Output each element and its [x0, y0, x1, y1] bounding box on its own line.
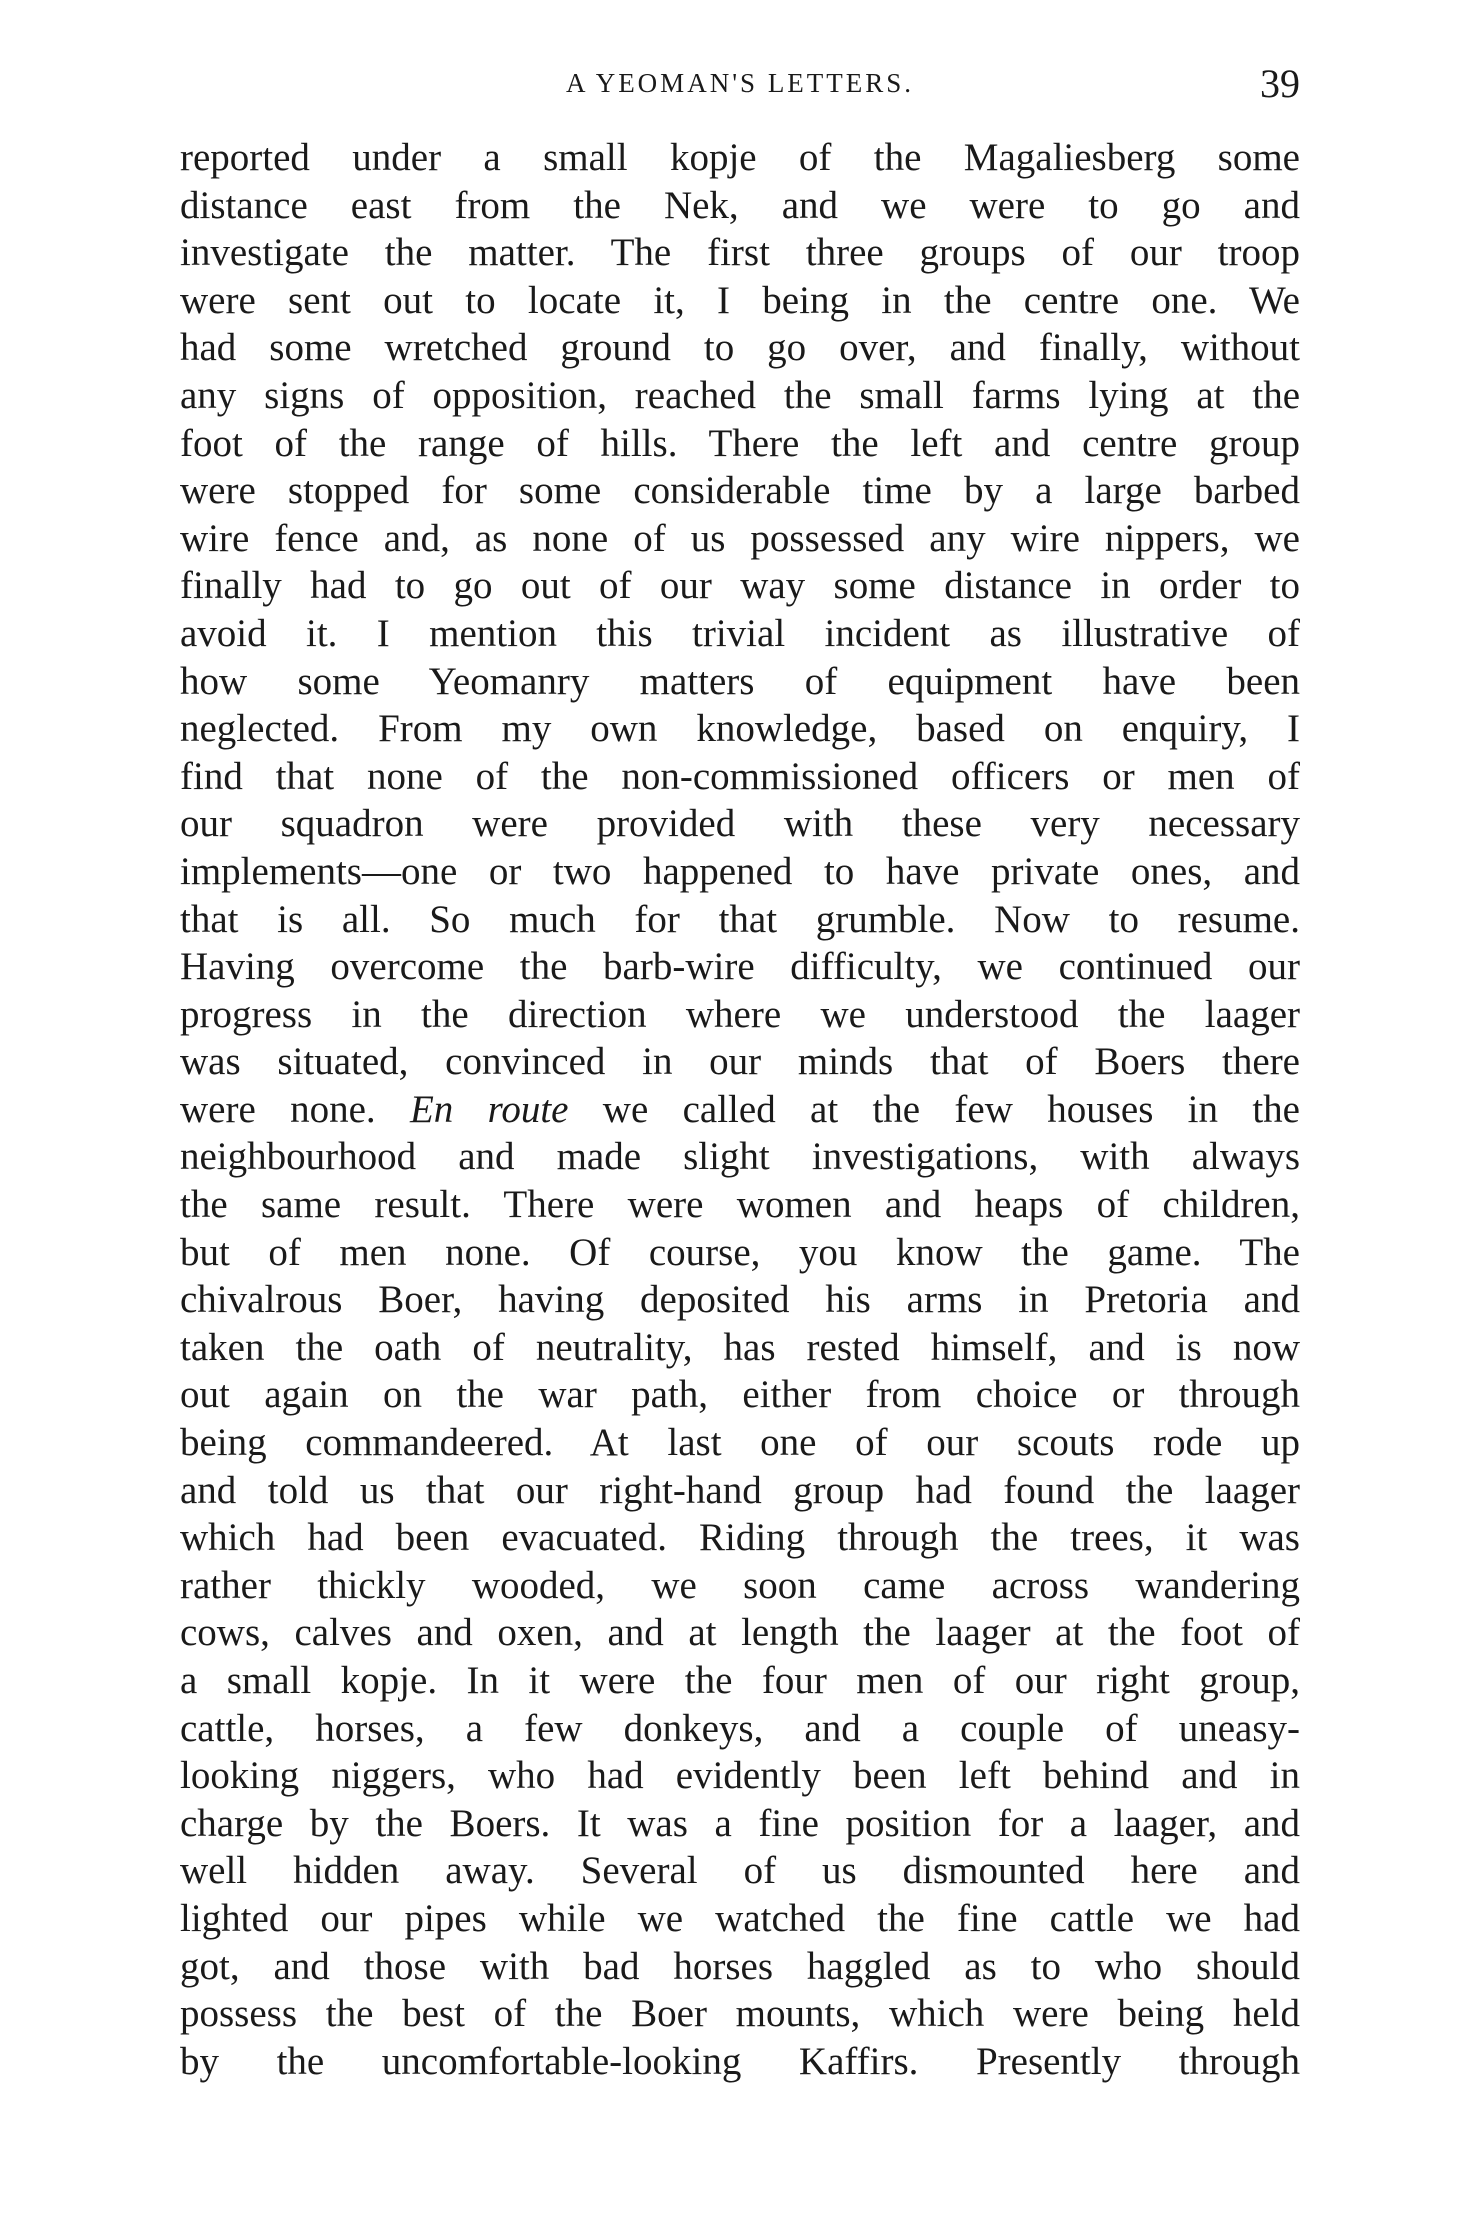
- text-line: finally had to go out of our way some distance in order to: [180, 564, 1300, 608]
- text-line: avoid it. I mention this trivial incident as illustrative of: [180, 611, 1300, 655]
- text-line: looking niggers, who had evidently been left behind and in: [180, 1754, 1300, 1798]
- text-line: that is all. So much for that grumble. Now to resume.: [180, 897, 1300, 941]
- text-line: investigate the matter. The first three groups of our troop: [180, 231, 1300, 275]
- text-line: possess the best of the Boer mounts, which were being held: [180, 1992, 1300, 2036]
- running-title: A YEOMAN'S LETTERS.: [565, 68, 915, 98]
- text-line: were sent out to locate it, I being in the centre one. We: [180, 278, 1300, 322]
- text-line: cattle, horses, a few donkeys, and a couple of uneasy-: [180, 1706, 1300, 1750]
- text-line: neighbourhood and made slight investigations, with always: [180, 1135, 1300, 1179]
- text-line: how some Yeomanry matters of equipment have been: [180, 659, 1300, 703]
- italic-phrase: En route: [409, 1087, 569, 1131]
- text-line: chivalrous Boer, having deposited his arms in Pretoria and: [180, 1278, 1300, 1322]
- text-line: Having overcome the barb-wire difficulty, we continued our: [180, 945, 1300, 989]
- text-line: but of men none. Of course, you know the game. The: [180, 1230, 1300, 1274]
- text-line: reported under a small kopje of the Magaliesberg some: [180, 136, 1300, 179]
- text-line: the same result. There were women and heaps of children,: [180, 1183, 1300, 1227]
- running-head: [180, 58, 1300, 114]
- text-line: and told us that our right-hand group had found the laager: [180, 1468, 1300, 1512]
- text-line: being commandeered. At last one of our scouts rode up: [180, 1421, 1300, 1465]
- text-line: progress in the direction where we understood the laager: [180, 992, 1300, 1036]
- text-line: got, and those with bad horses haggled as to who should: [180, 1944, 1300, 1988]
- text-line: lighted our pipes while we watched the fine cattle we had: [180, 1896, 1300, 1940]
- text-line: implements—one or two happened to have private ones, and: [180, 849, 1300, 893]
- text-line: distance east from the Nek, and we were to go and: [180, 183, 1300, 227]
- text-line: find that none of the non-commissioned officers or men of: [180, 754, 1300, 798]
- text-line: had some wretched ground to go over, and finally, without: [180, 326, 1300, 370]
- text-line: a small kopje. In it were the four men of our right group,: [180, 1659, 1300, 1702]
- text-line: was situated, convinced in our minds that of Boers there: [180, 1040, 1300, 1084]
- text-line: [180, 1086, 1300, 1134]
- page-number: 39: [1260, 61, 1300, 106]
- text-line: charge by the Boers. It was a fine position for a laager, and: [180, 1801, 1300, 1845]
- text-line: which had been evacuated. Riding through the trees, it was: [180, 1516, 1300, 1560]
- text-line: any signs of opposition, reached the small farms lying at the: [180, 373, 1300, 417]
- text-line: taken the oath of neutrality, has rested himself, and is now: [180, 1325, 1300, 1369]
- text-line: rather thickly wooded, we soon came across wandering: [180, 1563, 1300, 1607]
- text-line: out again on the war path, either from choice or through: [180, 1373, 1300, 1417]
- text-line: were stopped for some considerable time by a large barbed: [180, 469, 1300, 513]
- text-line: our squadron were provided with these very necessary: [180, 802, 1300, 846]
- text-line-segment: were none.: [180, 1087, 410, 1131]
- text-line: well hidden away. Several of us dismounted here and: [180, 1849, 1300, 1893]
- body-text: [180, 134, 1300, 2085]
- text-line: foot of the range of hills. There the left and centre group: [180, 421, 1300, 465]
- text-line-segment: we called at the few houses in the: [568, 1087, 1300, 1131]
- text-line: wire fence and, as none of us possessed any wire nippers, we: [180, 516, 1300, 560]
- text-line: by the uncomfortable-looking Kaffirs. Presently through: [180, 2039, 1300, 2083]
- text-line: neglected. From my own knowledge, based on enquiry, I: [180, 707, 1300, 751]
- text-line: cows, calves and oxen, and at length the laager at the foot of: [180, 1611, 1300, 1655]
